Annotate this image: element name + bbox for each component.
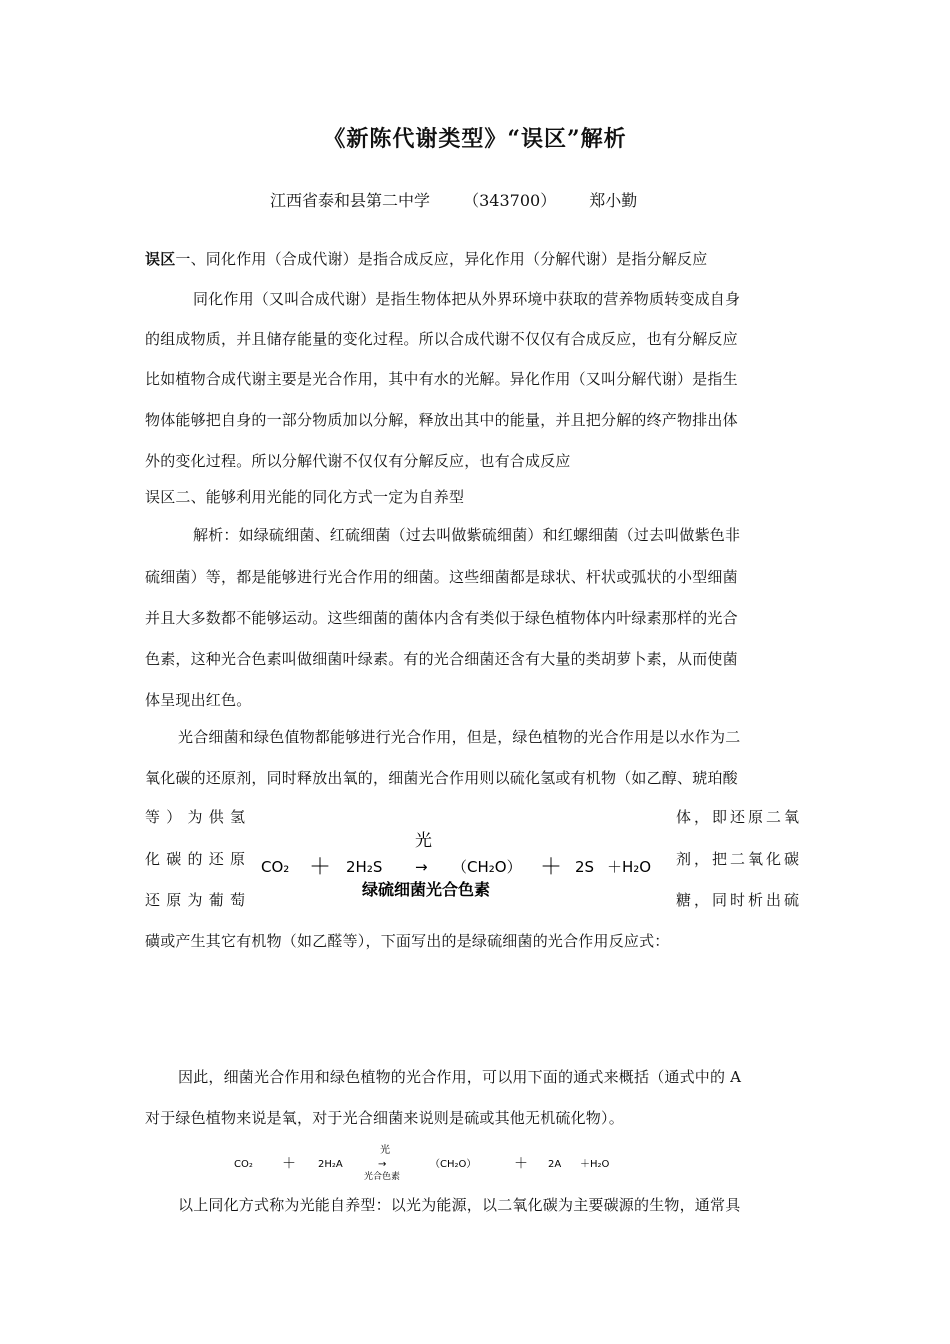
general-photosynthesis-equation: [230, 1142, 640, 1184]
co2-term: CO₂: [234, 1159, 253, 1170]
wrap-right-line: 剂，把二氧化碳: [676, 850, 803, 868]
misconception-2-heading: 误区二、能够利用光能的同化方式一定为自养型: [145, 488, 465, 506]
misconception-label: 误区: [145, 250, 176, 268]
paragraph-line: 体呈现出红色。: [145, 691, 252, 709]
page-title: 《新陈代谢类型》“误区”解析: [323, 126, 627, 152]
wrap-left-line: 化 碳 的 还 原: [145, 850, 245, 868]
reaction-arrow: →: [415, 858, 428, 876]
author-name: 郑小勤: [589, 191, 638, 210]
light-label: 光: [380, 1145, 390, 1156]
paragraph-line: 外的变化过程。所以分解代谢不仅仅有分解反应，也有合成反应: [145, 452, 571, 470]
a-term: 2A: [548, 1159, 562, 1170]
misconception-1-text: 一、同化作用（合成代谢）是指合成反应，异化作用（分解代谢）是指分解反应: [175, 250, 708, 268]
paragraph-line: 光合细菌和绿色值物都能够进行光合作用，但是，绿色植物的光合作用是以水作为二: [178, 728, 741, 746]
ch2o-term: （CH₂O）: [430, 1159, 477, 1170]
co2-term: CO₂: [261, 858, 290, 876]
author-postcode: （343700）: [463, 191, 557, 210]
h2a-term: 2H₂A: [318, 1159, 343, 1170]
condition-label: 光合色素: [364, 1172, 401, 1182]
paragraph-line: 磺或产生其它有机物（如乙醛等），下面写出的是绿硫细菌的光合作用反应式：: [145, 932, 670, 950]
author-line: [270, 188, 665, 211]
green-sulfur-bacteria-equation: [255, 822, 670, 902]
paragraph-line: 色素，这种光合色素叫做细菌叶绿素。有的光合细菌还含有大量的类胡萝卜素，从而使菌: [145, 650, 738, 668]
paragraph-line: 物体能够把自身的一部分物质加以分解，释放出其中的能量，并且把分解的终产物排出体: [145, 411, 738, 429]
wrap-right-line: 糖，同时析出硫: [676, 891, 803, 909]
paragraph-line: 的组成物质，并且储存能量的变化过程。所以合成代谢不仅仅有合成反应，也有分解反应: [145, 330, 738, 348]
author-school: 江西省泰和县第二中学: [270, 191, 431, 210]
paragraph-line: 以上同化方式称为光能自养型：以光为能源，以二氧化碳为主要碳源的生物，通常具: [178, 1196, 741, 1214]
plus-sign: ＋: [282, 1156, 296, 1172]
wrap-right-line: 体，即还原二氧: [676, 808, 803, 826]
plus-sign: ＋: [514, 1156, 528, 1172]
condition-label: 绿硫细菌光合色素: [362, 880, 491, 899]
plus-sign: ＋: [540, 855, 563, 880]
sulfur-term: 2S: [575, 858, 595, 876]
paragraph-line: 硫细菌）等，都是能够进行光合作用的细菌。这些细菌都是球状、杆状或弧状的小型细菌: [145, 568, 738, 586]
h2s-term: 2H₂S: [346, 858, 383, 876]
misconception-1-heading: [145, 248, 707, 269]
paragraph-line: 比如植物合成代谢主要是光合作用，其中有水的光解。异化作用（又叫分解代谢）是指生: [145, 370, 738, 388]
water-term: ＋H₂O: [580, 1159, 610, 1170]
paragraph-line: 同化作用（又叫合成代谢）是指生物体把从外界环境中获取的营养物质转变成自身: [193, 290, 741, 308]
ch2o-term: （CH₂O）: [452, 858, 522, 876]
wrap-left-line: 还 原 为 葡 萄: [145, 891, 245, 909]
water-term: ＋H₂O: [607, 858, 652, 876]
plus-sign: ＋: [309, 855, 332, 880]
light-label: 光: [415, 831, 432, 851]
paragraph-line: 对于绿色植物来说是氧，对于光合细菌来说则是硫或其他无机硫化物）。: [145, 1109, 624, 1127]
paragraph-line: 氧化碳的还原剂，同时释放出氧的，细菌光合作用则以硫化氢或有机物（如乙醇、琥珀酸: [145, 769, 738, 787]
paragraph-line: 解析：如绿硫细菌、红硫细菌（过去叫做紫硫细菌）和红螺细菌（过去叫做紫色非: [193, 526, 741, 544]
wrap-left-line: 等 ） 为 供 氢: [145, 808, 245, 826]
paragraph-line: 因此，细菌光合作用和绿色植物的光合作用，可以用下面的通式来概括（通式中的 A: [178, 1068, 742, 1086]
reaction-arrow: →: [378, 1159, 387, 1170]
paragraph-line: 并且大多数都不能够运动。这些细菌的菌体内含有类似于绿色植物体内叶绿素那样的光合: [145, 609, 738, 627]
